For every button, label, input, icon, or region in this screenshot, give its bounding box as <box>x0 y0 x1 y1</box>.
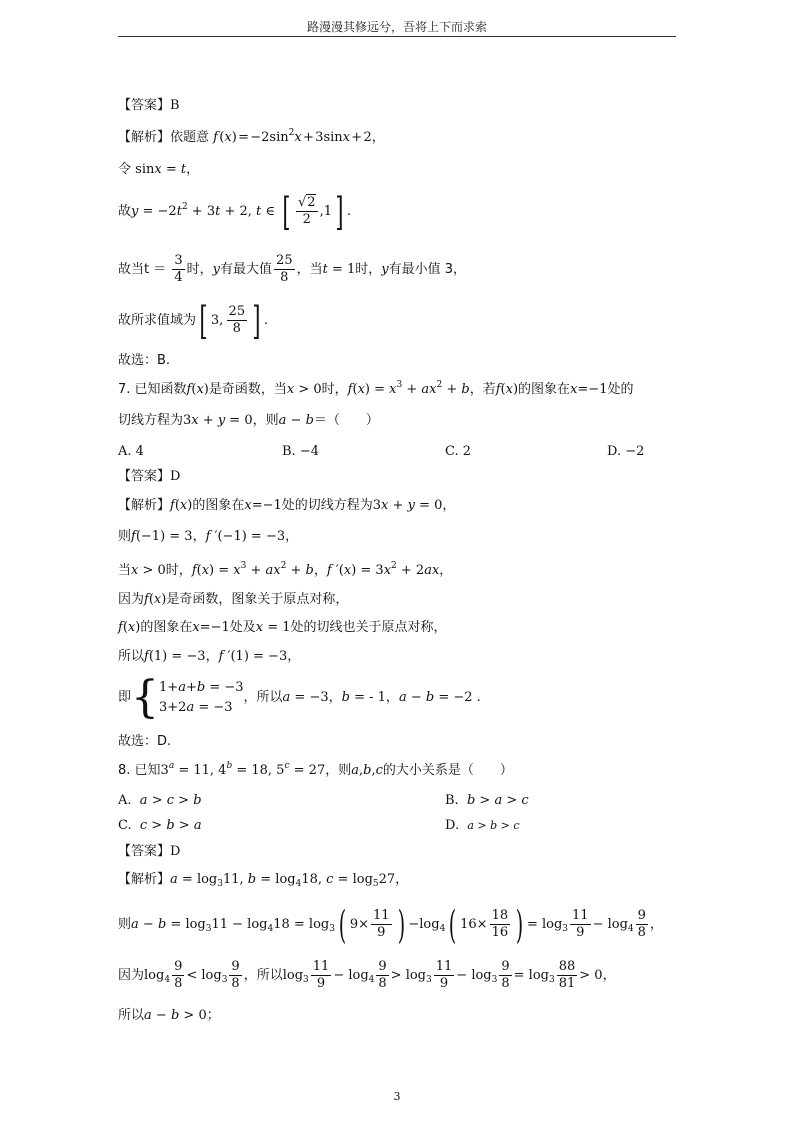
analysis-text: 故 <box>118 204 132 219</box>
analysis-text: 时， <box>186 262 213 277</box>
analysis-text: 即 <box>118 690 132 705</box>
q6-analysis-line-1: 【解析】依题意 f (x) = $-2\sin^2x$ + 3sinx + 2， <box>118 128 385 145</box>
analysis-text: 的图象在 <box>140 620 193 635</box>
analysis-text: 有最小值 3， <box>388 262 467 277</box>
answer-value: B <box>170 98 180 113</box>
q8-option-a: A. a > c > b <box>118 793 202 808</box>
question-text: ，若 <box>469 382 496 397</box>
analysis-text: 依题意 <box>170 130 210 145</box>
analysis-text: 因为 <box>118 968 145 983</box>
q8-analysis-line-2: 则$a - b = \log_311 - \log_418 = \log_3$( 9× $\frac{11}{9}$ ) $-\log_4$( 16× $\frac{18}{16}$ ) = $\log_3$ $\frac{11}{9}$ − $\log_4$ $\frac{9}{8}$ ， <box>118 902 663 947</box>
header-divider <box>118 36 676 37</box>
q7-option-c: C. 2 <box>445 444 472 459</box>
q7-stem-line-1: 7. 已知函数f(x)是奇函数，当x > 0时，$f(x) = x^3 + ax^2 + b$，若f(x)的图象在x=−1处的 <box>118 380 634 397</box>
q7-option-b: B. −4 <box>282 444 319 459</box>
analysis-text: ，所以 <box>243 968 283 983</box>
question-text: ＝（ ） <box>313 413 379 428</box>
question-text: ，则 <box>252 413 279 428</box>
analysis-text: 所以 <box>118 1008 145 1023</box>
question-text: 时， <box>321 382 348 397</box>
analysis-text: 当 <box>118 563 132 578</box>
analysis-text: 是奇函数，图象关于原点对称， <box>166 592 349 607</box>
analysis-text: 则 <box>118 529 132 544</box>
q7-analysis-line-3: 当x > 0时，$f(x) = x^3 + ax^2 + b$，f $'(x) = 3x^2 + 2ax$， <box>118 561 453 578</box>
formula: $y = -2t^2 + 3t + 2$, t ∈ [ $\frac{√2}{2}$ ,1] . <box>131 189 351 234</box>
q7-stem-line-2: 切线方程为3x + y = 0，则a − b＝（ ） <box>118 413 379 428</box>
question-text: 8. 已知 <box>118 763 161 778</box>
q8-analysis-line-3: 因为$\log_4$ $\frac{9}{8}$ < $\log_3$ $\frac{9}{8}$ ，所以$\log_3$ $\frac{11}{9}$ − $\log_4$ $\frac{9}{8}$ > $\log_3$ $\frac{11}{9}$ − $\log_3$ $\frac{9}{8}$ = $\log_3$ $\frac{88}{81}$ > 0， <box>118 959 616 991</box>
q6-analysis-line-2: 令 sinx = t， <box>118 162 200 177</box>
q6-conclusion: 故选：B. <box>118 353 171 368</box>
answer-label: 【答案】 <box>118 469 171 484</box>
q8-option-c: C. c > b > a <box>118 818 202 833</box>
q7-analysis-line-7: 即{1+a+b = −3 3+2a = −3，所以a = −3，b = - 1，a − b = −2 . <box>118 671 481 723</box>
analysis-text: 处的切线也关于原点对称， <box>290 620 447 635</box>
answer-value: D <box>170 844 181 859</box>
q6-analysis-line-3 <box>118 186 351 238</box>
analysis-text: 有最大值 <box>220 262 273 277</box>
q7-option-a: A. 4 <box>118 444 144 459</box>
q7-analysis-line-2: 则f(−1) = 3，f ′(−1) = −3， <box>118 529 299 544</box>
q8-answer-line <box>118 843 180 861</box>
q6-analysis-line-4: 故当t ＝ $\frac{3}{4}$ 时，y有最大值 $\frac{25}{8}$ ，当t = 1时，y有最小值 3， <box>118 253 467 285</box>
question-text: ，则 <box>325 763 352 778</box>
page-header: 路漫漫其修远兮，吾将上下而求索 <box>306 20 487 34</box>
q8-option-d: D. a > b > c <box>445 818 520 833</box>
option-label: D. <box>445 818 460 833</box>
q7-conclusion: 故选：D. <box>118 734 172 749</box>
analysis-text: 令 <box>118 162 132 177</box>
analysis-text: 的图象在 <box>192 498 245 513</box>
question-text: 处的 <box>607 382 634 397</box>
option-label: B. <box>445 793 459 808</box>
analysis-text: 处的切线方程为 <box>281 498 373 513</box>
question-text: 的图象在 <box>518 382 571 397</box>
answer-value: D <box>170 469 181 484</box>
question-text: 切线方程为 <box>118 413 184 428</box>
q7-analysis-line-5: f(x)的图象在x=−1处及x = 1处的切线也关于原点对称， <box>118 620 447 635</box>
analysis-text: 故所求值域为 <box>118 313 197 328</box>
question-text: 的大小关系是（ ） <box>382 763 513 778</box>
formula: sinx = t <box>135 162 187 177</box>
question-text: 是奇函数，当 <box>208 382 287 397</box>
analysis-text: 处及 <box>229 620 256 635</box>
q7-analysis-line-6: 所以f(1) = −3，f ′(1) = −3， <box>118 649 301 664</box>
q7-analysis-line-1: 【解析】f(x)的图象在x=−1处的切线方程为3x + y = 0， <box>118 498 456 513</box>
q6-answer-line <box>118 97 180 115</box>
analysis-label: 【解析】 <box>118 130 171 145</box>
fraction: $\frac{3}{4}$ <box>174 253 183 285</box>
formula: f (x) = $-2\sin^2x$ + 3sinx + 2 <box>213 128 372 145</box>
question-text: 7. 已知函数 <box>118 382 187 397</box>
fraction: $\frac{25}{8}$ <box>228 304 246 336</box>
q7-analysis-line-4: 因为f(x)是奇函数，图象关于原点对称， <box>118 592 349 607</box>
analysis-text: 则 <box>118 917 132 932</box>
q7-option-d: D. −2 <box>607 444 645 459</box>
q8-option-b: B. b > a > c <box>445 793 529 808</box>
equation-system: 1+a+b = −3 3+2a = −3 <box>159 679 244 715</box>
analysis-text: ，所以 <box>243 690 283 705</box>
q7-answer-line <box>118 468 180 486</box>
option-label: A. <box>118 793 132 808</box>
q8-analysis-line-1: 【解析】$a = \log_311$, $b = \log_418$, $c = \log_527$， <box>118 872 409 889</box>
answer-label: 【答案】 <box>118 844 171 859</box>
analysis-label: 【解析】 <box>118 872 171 887</box>
analysis-text: 时， <box>355 262 382 277</box>
analysis-text: ，当 <box>296 262 323 277</box>
q8-analysis-line-4: 所以a − b > 0； <box>118 1008 220 1023</box>
answer-label: 【答案】 <box>118 98 171 113</box>
analysis-text: 故当t ＝ <box>118 262 167 277</box>
analysis-text: 因为 <box>118 592 145 607</box>
option-label: C. <box>118 818 132 833</box>
analysis-text: 时， <box>165 563 192 578</box>
q6-analysis-line-5: 故所求值域为[ 3, $\frac{25}{8}$ ] . <box>118 298 269 343</box>
page-number: 3 <box>393 1090 401 1103</box>
fraction: $\frac{25}{8}$ <box>276 253 293 285</box>
analysis-label: 【解析】 <box>118 498 171 513</box>
q8-stem: 8. 已知$3^a = 11$, $4^b = 18$, $5^c = 27$，则a,b,c的大小关系是（ ） <box>118 761 513 778</box>
analysis-text: 所以 <box>118 649 145 664</box>
